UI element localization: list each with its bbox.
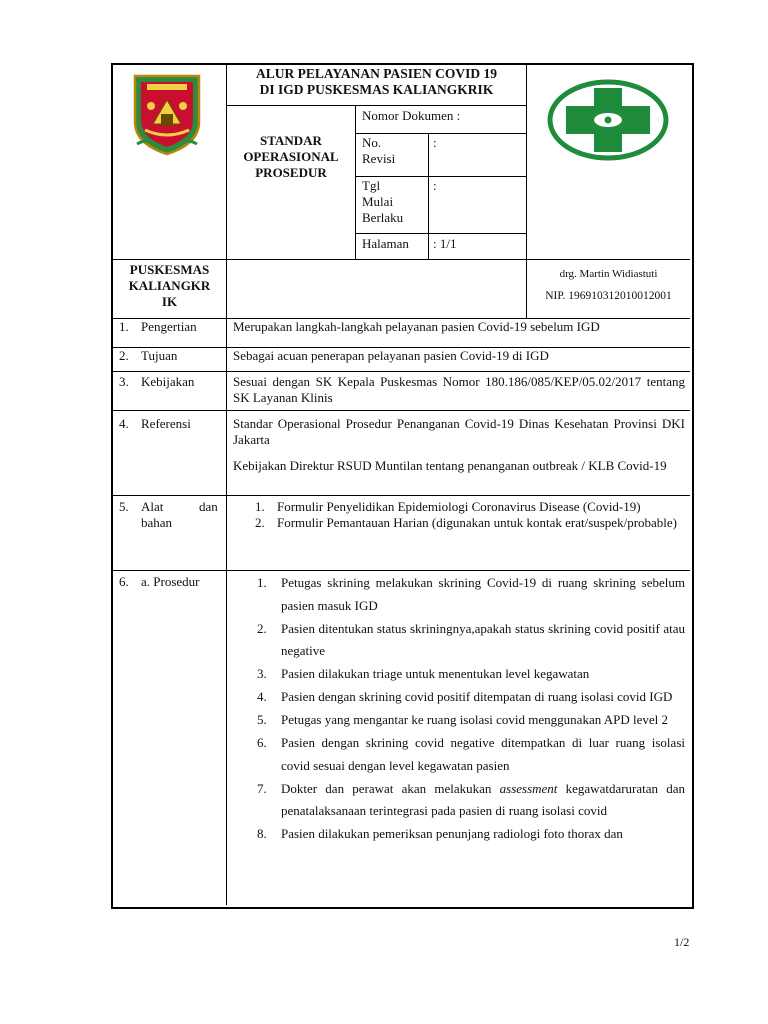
section-alat-bahan: [113, 499, 690, 570]
sop-title-line1: ALUR PELAYANAN PASIEN COVID 19: [255, 66, 498, 81]
list-text: Pasien ditentukan status skriningnya,apakah status skrining covid positif atau negative: [281, 620, 685, 658]
org-name-line3: IK: [161, 294, 178, 309]
section-tujuan: [113, 348, 690, 371]
page-value: : 1/1: [433, 236, 457, 251]
section-text: Sesuai dengan SK Kepala Puskesmas Nomor 180.186/085/KEP/05.02/2017 tentang SK Layanan Klinis: [233, 374, 685, 405]
list-item: [233, 732, 685, 777]
list-item: [233, 663, 685, 686]
list-text: Formulir Penyelidikan Epidemiologi Coronavirus Disease (Covid-19): [277, 499, 641, 514]
org-name-line1: PUSKESMAS: [129, 262, 210, 277]
list-text: Dokter dan perawat akan melakukan: [281, 780, 492, 796]
section-label: dan: [199, 499, 218, 514]
header-divider: [355, 105, 356, 259]
list-number: 3.: [257, 666, 267, 681]
section-number: 2.: [119, 348, 129, 363]
signer-nip: NIP. 196910312010012001: [545, 290, 672, 302]
section-number: 1.: [119, 319, 129, 334]
kabupaten-emblem-icon: [131, 74, 203, 156]
page-label: Halaman: [362, 236, 409, 251]
list-text: Pasien dilakukan triage untuk menentukan level kegawatan: [281, 666, 590, 681]
header-divider: [226, 65, 227, 318]
sop-label-line1: STANDAR: [260, 133, 322, 148]
effective-label-3: Berlaku: [362, 210, 404, 225]
list-number: 1.: [257, 575, 267, 590]
list-text: Pasien dengan skrining covid positif ditempatan di ruang isolasi covid IGD: [281, 689, 673, 704]
section-label: Referensi: [141, 416, 191, 431]
list-text-emphasis: assessment: [499, 780, 558, 796]
revision-value: :: [433, 135, 437, 150]
list-text: Pasien dilakukan pemeriksan penunjang radiologi foto thorax dan: [281, 826, 623, 841]
header-divider: [356, 133, 526, 134]
section-number: 5.: [119, 499, 129, 514]
row-divider: [113, 570, 690, 571]
header-divider: [356, 176, 526, 177]
list-item: [233, 618, 685, 663]
header-divider: [113, 259, 690, 260]
header-divider: [356, 233, 526, 234]
list-number: 4.: [257, 689, 267, 704]
page-number: 1/2: [674, 935, 690, 949]
section-label: a. Prosedur: [141, 574, 200, 589]
list-item: [233, 823, 685, 846]
section-label: Tujuan: [141, 348, 178, 363]
header-divider: [428, 133, 429, 259]
section-label: Pengertian: [141, 319, 197, 334]
revision-label-2: Revisi: [362, 151, 396, 166]
list-number: 8.: [257, 826, 267, 841]
puskesmas-logo-icon: [546, 78, 670, 162]
section-label: Kebijakan: [141, 374, 195, 389]
row-divider: [113, 410, 690, 411]
section-number: 4.: [119, 416, 129, 431]
row-divider: [113, 371, 690, 372]
list-number: 5.: [257, 712, 267, 727]
section-text: Sebagai acuan penerapan pelayanan pasien Covid-19 di IGD: [233, 348, 549, 363]
signer-name: drg. Martin Widiastuti: [559, 268, 658, 280]
list-text: kegawatdaruratan dan penatalaksanaan terintegrasi pada pasien di ruang isolasi covid: [281, 780, 686, 818]
section-label: Alat: [141, 499, 164, 514]
tools-list: [227, 499, 685, 531]
list-item: [233, 686, 685, 709]
list-item: [233, 778, 685, 823]
list-item: [233, 572, 685, 617]
section-pengertian: [113, 319, 690, 347]
list-item: [233, 709, 685, 732]
list-number: 7.: [257, 780, 267, 796]
sop-label-line2: OPERASIONAL: [243, 149, 339, 164]
sop-title-line2: DI IGD PUSKESMAS KALIANGKRIK: [259, 82, 494, 97]
list-text: Petugas yang mengantar ke ruang isolasi covid menggunakan APD level 2: [281, 712, 669, 727]
list-text: Petugas skrining melakukan skrining Covid-19 di ruang skrining sebelum pasien masuk IGD: [281, 575, 685, 613]
list-item: [227, 515, 685, 531]
list-number: 2.: [257, 620, 267, 636]
section-text: Merupakan langkah-langkah pelayanan pasien Covid-19 sebelum IGD: [233, 319, 600, 334]
section-kebijakan: [113, 374, 690, 410]
section-text: Standar Operasional Prosedur Penanganan Covid-19 Dinas Kesehatan Provinsi DKI Jakarta: [233, 416, 685, 447]
row-divider: [113, 495, 690, 496]
sop-label-line3: PROSEDUR: [255, 165, 327, 180]
list-number: 6.: [257, 735, 267, 750]
section-text: Kebijakan Direktur RSUD Muntilan tentang penanganan outbreak / KLB Covid-19: [233, 458, 667, 473]
list-number: 2.: [255, 515, 265, 530]
header-divider: [227, 105, 526, 106]
effective-label-1: Tgl: [362, 178, 381, 193]
section-prosedur: [113, 572, 690, 905]
org-name-line2: KALIANGKR: [128, 278, 211, 293]
list-text: Formulir Pemantauan Harian (digunakan untuk kontak erat/suspek/probable): [277, 515, 678, 530]
doc-number-label: Nomor Dokumen :: [362, 108, 461, 123]
section-number: 3.: [119, 374, 129, 389]
section-referensi: [113, 416, 690, 495]
procedure-list: [233, 572, 685, 846]
section-number: 6.: [119, 574, 129, 589]
list-text: Pasien dengan skrining covid negative ditempatkan di luar ruang isolasi covid sesuai dengan level kegawatan pasien: [281, 735, 685, 773]
revision-label-1: No.: [362, 135, 382, 150]
section-label: bahan: [141, 515, 173, 530]
effective-value: :: [433, 178, 437, 193]
list-number: 1.: [255, 499, 265, 514]
effective-label-2: Mulai: [362, 194, 394, 209]
list-item: [227, 499, 685, 515]
